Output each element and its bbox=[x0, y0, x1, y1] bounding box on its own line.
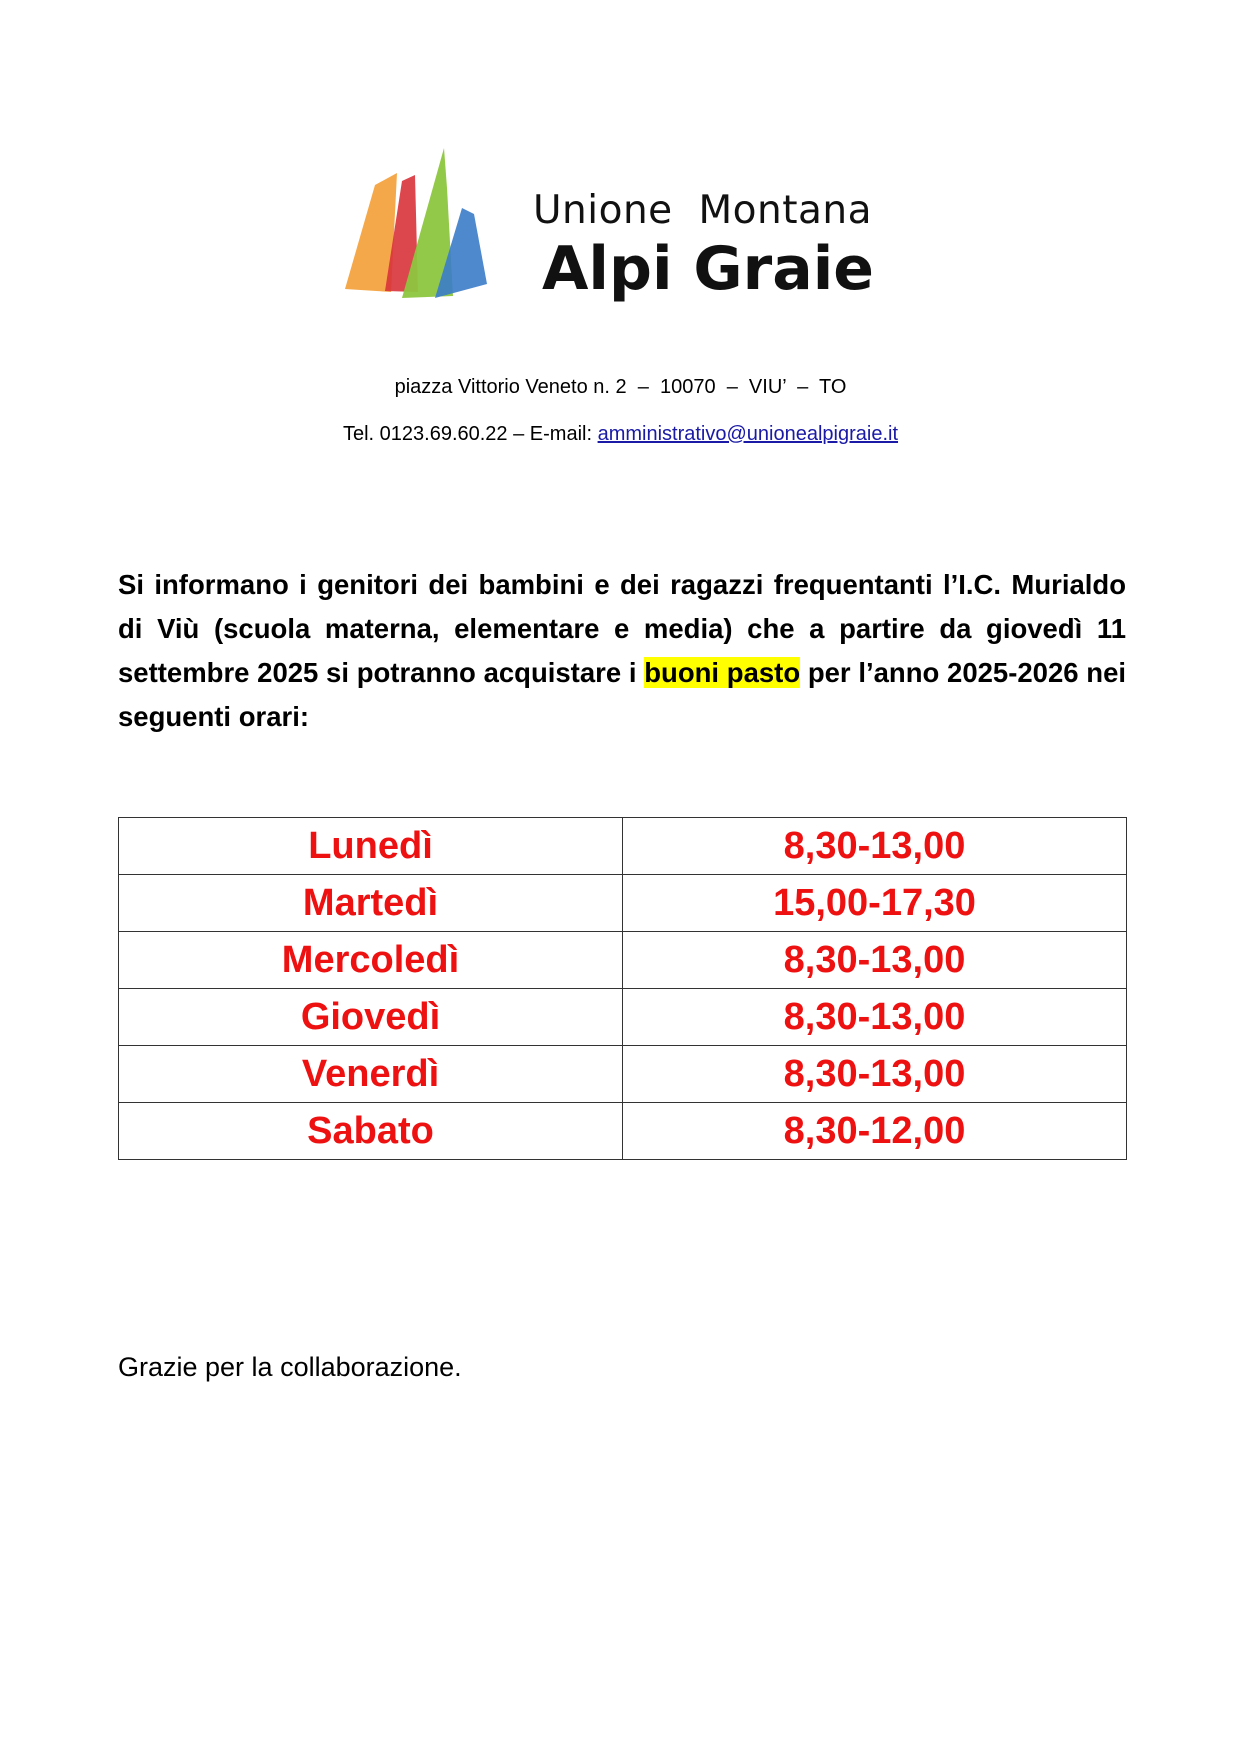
logo-text-line1: Unione Montana bbox=[533, 188, 872, 233]
logo-text-line2: Alpi Graie bbox=[542, 234, 874, 304]
closing-text: Grazie per la collaborazione. bbox=[118, 1352, 462, 1382]
table-row bbox=[119, 875, 1127, 932]
hours-cell: 8,30-13,00 bbox=[623, 1046, 1127, 1103]
table-row bbox=[119, 1103, 1127, 1160]
intro-text-before: Si informano i genitori dei bambini e dei ragazzi frequentanti l’I.C. Murialdo di Viù (scuola materna, elementare e media) che a partire da giovedì 11 settembre 2025 si potranno acquistare i bbox=[118, 569, 1126, 688]
day-cell: Lunedì bbox=[119, 818, 623, 875]
day-cell: Venerdì bbox=[119, 1046, 623, 1103]
schedule-table bbox=[118, 817, 1127, 1160]
intro-text-after: per l’anno 2025-2026 nei seguenti orari: bbox=[118, 657, 1127, 732]
highlighted-text: buoni pasto bbox=[644, 657, 801, 688]
intro-paragraph bbox=[118, 563, 1126, 739]
logo bbox=[345, 148, 874, 308]
hours-cell: 8,30-13,00 bbox=[623, 818, 1127, 875]
email-link[interactable]: amministrativo@unionealpigraie.it bbox=[597, 423, 899, 445]
day-cell: Mercoledì bbox=[119, 932, 623, 989]
day-cell: Sabato bbox=[119, 1103, 623, 1160]
day-cell: Giovedì bbox=[119, 989, 623, 1046]
table-row bbox=[119, 989, 1127, 1046]
mountains-logo-icon bbox=[345, 148, 510, 308]
phone-text: Tel. 0123.69.60.22 – E-mail: bbox=[342, 423, 598, 445]
address-line: piazza Vittorio Veneto n. 2 – 10070 – VIU’ – TO bbox=[394, 376, 847, 398]
day-cell: Martedì bbox=[119, 875, 623, 932]
contact-line bbox=[0, 423, 1241, 446]
table-row bbox=[119, 1046, 1127, 1103]
hours-cell: 8,30-13,00 bbox=[623, 989, 1127, 1046]
hours-cell: 8,30-12,00 bbox=[623, 1103, 1127, 1160]
table-row bbox=[119, 932, 1127, 989]
table-row bbox=[119, 818, 1127, 875]
hours-cell: 8,30-13,00 bbox=[623, 932, 1127, 989]
hours-cell: 15,00-17,30 bbox=[623, 875, 1127, 932]
